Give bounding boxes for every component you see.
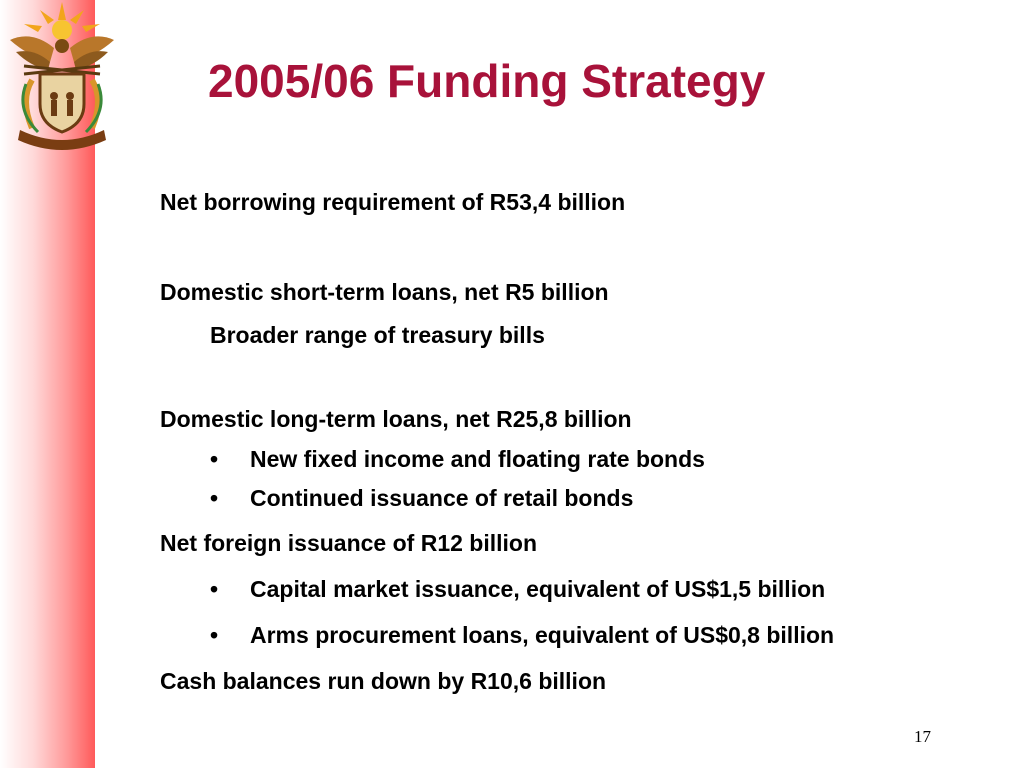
item-arms-procurement: Arms procurement loans, equivalent of US$0,8 billion [250, 622, 835, 648]
page-number: 17 [914, 727, 931, 746]
item-capital-market: Capital market issuance, equivalent of US$1,5 billion [250, 576, 826, 602]
bullet-marker: • [210, 446, 219, 472]
item-domestic-long-term: Domestic long-term loans, net R25,8 billion [160, 406, 632, 432]
bullet-marker: • [210, 576, 219, 602]
item-net-foreign: Net foreign issuance of R12 billion [160, 530, 538, 556]
item-retail-bonds: Continued issuance of retail bonds [250, 485, 634, 511]
item-cash-balances: Cash balances run down by R10,6 billion [160, 668, 607, 694]
item-net-borrowing: Net borrowing requirement of R53,4 billion [160, 189, 626, 215]
item-fixed-income-bonds: New fixed income and floating rate bonds [250, 446, 705, 472]
slide-title: 2005/06 Funding Strategy [208, 55, 766, 107]
item-treasury-bills: Broader range of treasury bills [210, 322, 545, 348]
coat-of-arms-icon [2, 0, 122, 160]
bullet-marker: • [210, 622, 219, 648]
bullet-marker: • [210, 485, 219, 511]
item-domestic-short-term: Domestic short-term loans, net R5 billion [160, 279, 609, 305]
